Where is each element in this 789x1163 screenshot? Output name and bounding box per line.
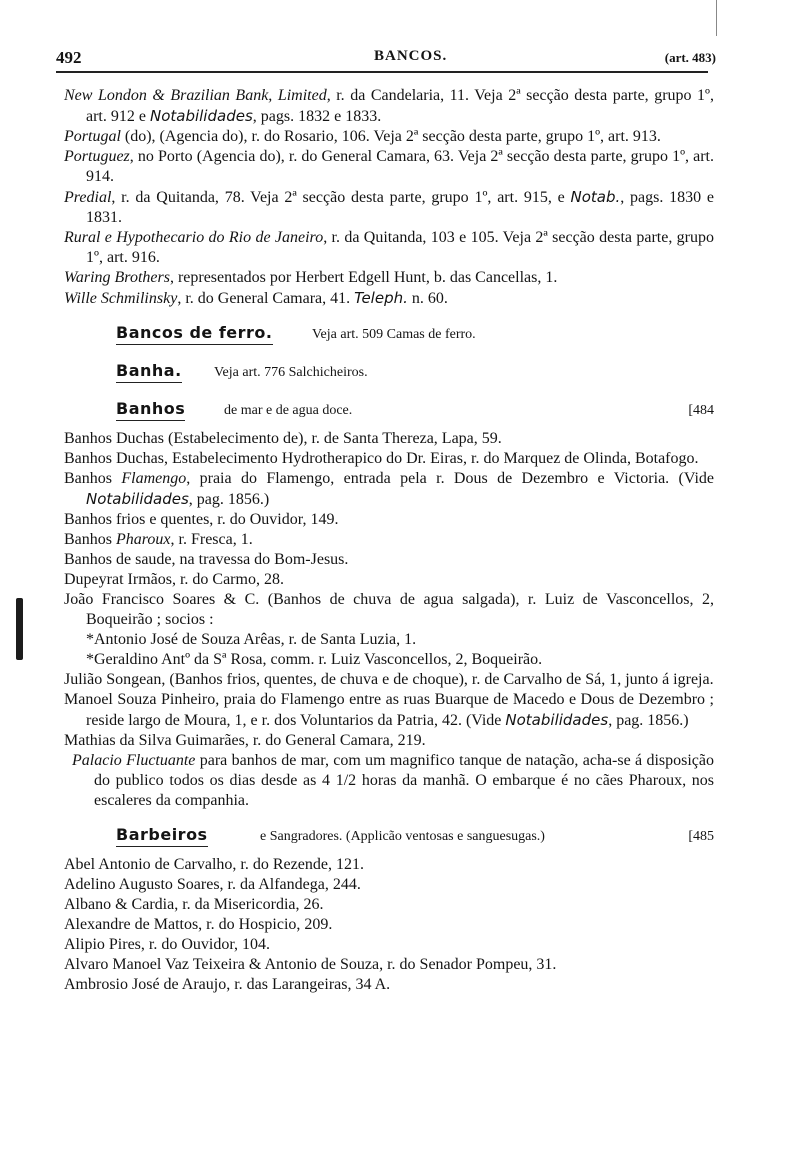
entry-tail: , pags. 1830 e 1831. — [86, 189, 714, 226]
list-item — [64, 530, 714, 550]
list-item — [64, 570, 714, 590]
bank-entries — [64, 86, 714, 309]
header-rule — [56, 71, 708, 73]
entry-text: , representados por Herbert Edgell Hunt, b. das Cancellas, 1. — [169, 269, 558, 286]
list-item — [64, 127, 714, 147]
entry-lead: Banhos Duchas, Estabelecimento Hydrotherapico do Dr. Eiras, r. do Marquez de Olinda, Botafogo. — [64, 450, 699, 467]
list-item — [64, 690, 714, 731]
entry-notab: Notabilidades — [505, 711, 609, 729]
section-title: Bancos de ferro. — [116, 323, 273, 345]
entry-text: para banhos de mar, com um magnifico tanque de natação, acha-se á disposição do publico todos os dias desde as 4 1/2 horas da manhã. O embarque é no cães Pharoux, nos escaleres da companhia. — [94, 752, 715, 809]
section-ref: [484 — [688, 403, 714, 418]
list-item — [64, 510, 714, 530]
section-banhos — [64, 397, 714, 423]
entry-name: Waring Brothers — [64, 269, 170, 286]
barbeiros-entries — [64, 855, 714, 995]
list-item — [64, 86, 714, 127]
page-number: 492 — [56, 48, 82, 67]
entry-lead: Banhos — [64, 470, 122, 487]
list-item: Albano & Cardia, r. da Misericordia, 26. — [64, 896, 324, 913]
section-bancos-ferro — [64, 321, 714, 347]
entry-name: Palacio Fluctuante — [72, 752, 196, 769]
section-ref: [485 — [688, 829, 714, 844]
list-item: Alvaro Manoel Vaz Teixeira & Antonio de Souza, r. do Senador Pompeu, 31. — [64, 956, 557, 973]
entry-lead: Banhos de saude, na travessa do Bom-Jesus. — [64, 551, 349, 568]
entry-lead: Banhos frios e quentes, r. do Ouvidor, 149. — [64, 511, 339, 528]
entry-notab: Notabilidades — [86, 490, 189, 508]
list-item — [64, 449, 714, 469]
section-title: Banhos — [116, 399, 185, 421]
list-item — [64, 147, 714, 187]
entry-name: Portugal — [64, 128, 121, 145]
entry-text: (do), (Agencia do), r. do Rosario, 106. Veja 2ª secção desta parte, grupo 1º, art. 913. — [120, 128, 661, 145]
entry-text: , praia do Flamengo, entrada pela r. Dous de Dezembro e Victoria. (Vide — [186, 470, 715, 487]
list-item — [64, 268, 714, 288]
entry-name: Pharoux — [116, 531, 171, 548]
section-title: Banha. — [116, 361, 182, 383]
entry-name: Flamengo — [121, 470, 187, 487]
section-title: Barbeiros — [116, 825, 208, 847]
entry-name: Wille Schmilinsky — [64, 290, 178, 307]
list-item — [64, 429, 714, 449]
entry-text: , r. Fresca, 1. — [170, 531, 253, 548]
entry-lead: Dupeyrat Irmãos, r. do Carmo, 28. — [64, 571, 284, 588]
entry-tail: , pags. 1832 e 1833. — [252, 108, 382, 125]
list-item: Alexandre de Mattos, r. do Hospicio, 209. — [64, 916, 333, 933]
banhos-entries — [64, 429, 714, 811]
entry-notab: Notabilidades — [149, 107, 253, 125]
list-item — [64, 288, 714, 309]
list-item — [64, 731, 714, 751]
entry-lead: Mathias da Silva Guimarães, r. do General Camara, 219. — [64, 732, 426, 749]
entry-tail: n. 60. — [407, 290, 448, 307]
page-header — [56, 46, 716, 70]
section-note: de mar e de agua doce. — [224, 403, 353, 418]
entry-lead: Banhos Duchas (Estabelecimento de), r. de Santa Thereza, Lapa, 59. — [64, 430, 502, 447]
list-item: Adelino Augusto Soares, r. da Alfandega, 244. — [64, 876, 361, 893]
entry-text: , r. do General Camara, 41. — [177, 290, 355, 307]
entry-name: New London & Brazilian Bank, Limited — [64, 87, 327, 104]
entry-lead: *Geraldino Antº da Sª Rosa, comm. r. Luiz Vasconcellos, 2, Boqueirão. — [86, 651, 543, 668]
entry-lead: Banhos — [64, 531, 116, 548]
entry-lead: Julião Songean, (Banhos frios, quentes, de chuva e de choque), r. de Carvalho de Sá, 1, junto á igreja. — [64, 671, 714, 688]
section-note: Veja art. 509 Camas de ferro. — [312, 327, 476, 342]
list-item — [86, 650, 714, 670]
list-item — [64, 670, 714, 690]
entry-name: Predial — [64, 189, 112, 206]
list-item — [64, 469, 714, 510]
section-barbeiros — [64, 823, 714, 849]
list-item — [86, 630, 714, 650]
entry-text: , no Porto (Agencia do), r. do General Camara, 63. Veja 2ª secção desta parte, grupo 1º, art. 914. — [86, 148, 714, 185]
entry-name: Rural e Hypothecario do Rio de Janeiro — [64, 229, 324, 246]
scan-edge-line — [716, 0, 717, 36]
entry-tail: , pag. 1856.) — [188, 491, 270, 508]
entry-tail: , pag. 1856.) — [608, 712, 689, 729]
list-item — [64, 590, 714, 630]
list-item — [72, 751, 714, 811]
entry-lead: *Antonio José de Souza Arêas, r. de Santa Luzia, 1. — [86, 631, 417, 648]
list-item — [64, 228, 714, 268]
entry-text: , r. da Candelaria, 11. Veja 2ª secção desta parte, grupo 1º, art. 912 e — [86, 87, 715, 125]
list-item — [64, 187, 714, 228]
list-item: Alipio Pires, r. do Ouvidor, 104. — [64, 936, 271, 953]
page-title: BANCOS. — [374, 48, 448, 64]
entry-notab: Notab. — [570, 188, 621, 206]
section-banha — [64, 359, 714, 385]
entry-lead: Manoel Souza Pinheiro, praia do Flamengo entre as ruas Buarque de Macedo e Dous de Dezembro ; reside largo de Moura, 1, e r. dos Voluntarios da Patria, 42. (Vide — [64, 691, 714, 729]
list-item — [64, 550, 714, 570]
entry-name: Portuguez — [64, 148, 130, 165]
list-item: Ambrosio José de Araujo, r. das Larangeiras, 34 A. — [64, 976, 391, 993]
entry-text: , r. da Quitanda, 103 e 105. Veja 2ª secção desta parte, grupo 1º, art. 916. — [86, 229, 715, 266]
list-item: Abel Antonio de Carvalho, r. do Rezende, 121. — [64, 856, 364, 873]
page-content — [64, 86, 714, 995]
entry-text: , r. da Quitanda, 78. Veja 2ª secção desta parte, grupo 1º, art. 915, e — [111, 189, 571, 206]
entry-notab: Teleph. — [354, 289, 408, 307]
entry-lead: João Francisco Soares & C. (Banhos de chuva de agua salgada), r. Luiz de Vasconcellos, 2, Boqueirão ; socios : — [64, 591, 714, 628]
article-ref: (art. 483) — [664, 50, 716, 65]
section-note: Veja art. 776 Salchicheiros. — [214, 365, 368, 380]
margin-ink-mark — [16, 598, 23, 660]
section-note: e Sangradores. (Applicão ventosas e sanguesugas.) — [260, 829, 545, 844]
